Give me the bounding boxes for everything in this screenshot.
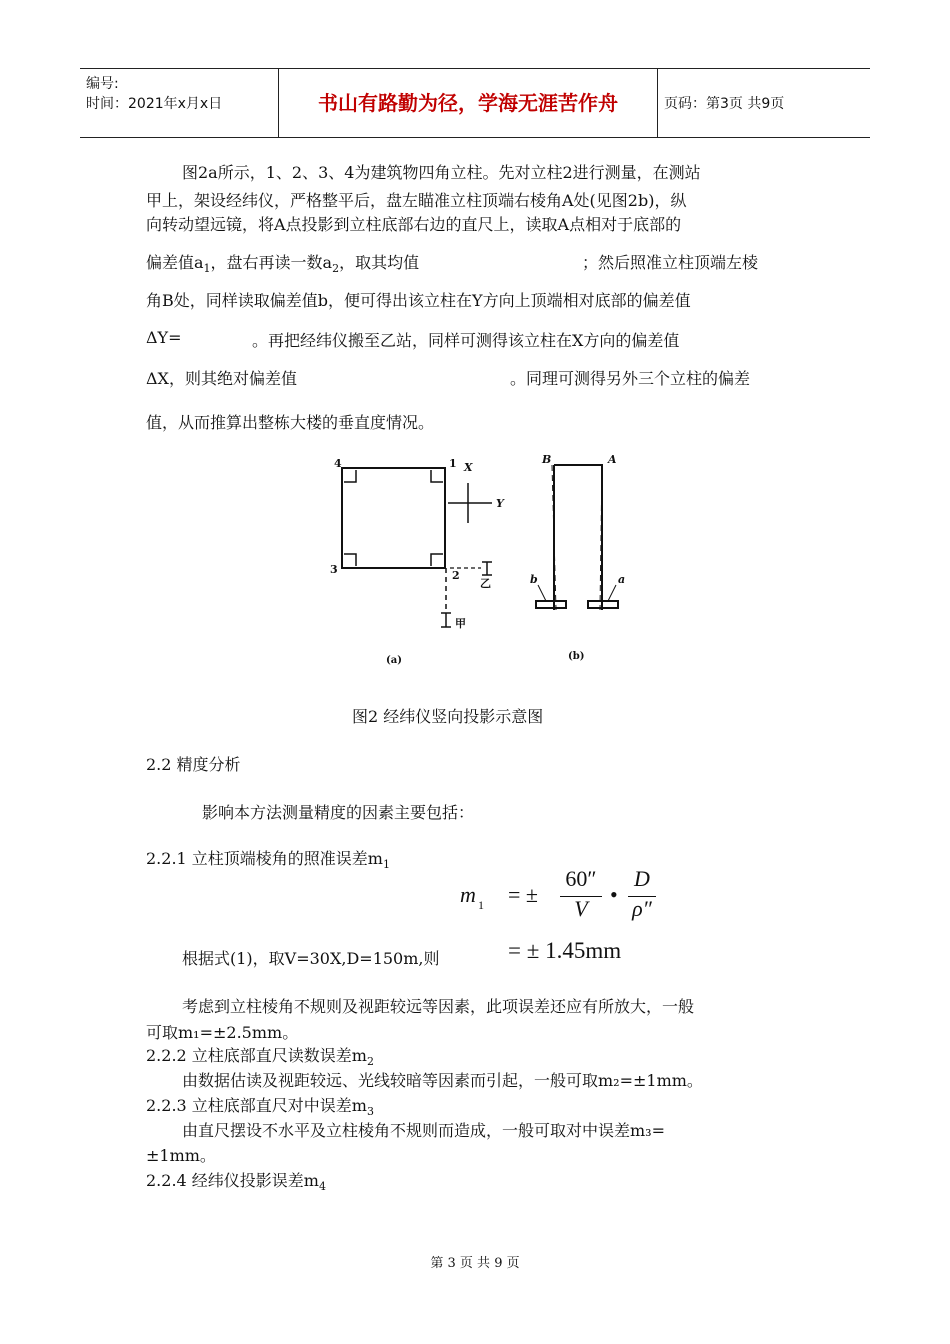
calc-text: 根据式(1)，取V=30X,D=150m,则 (182, 949, 440, 968)
label-y: Y (496, 497, 504, 510)
calc-result: = ± 1.45mm (508, 938, 622, 963)
label-x: X (464, 461, 473, 474)
subcaption-b: (b) (568, 651, 585, 662)
para1-line7a: ΔX，则其绝对偏差值 (146, 369, 297, 388)
figure-b (536, 465, 618, 610)
page-footer: 第 3 页 共 9 页 (430, 1256, 520, 1271)
column-outline (554, 465, 602, 610)
para-m1-line2: 可取m₁=±2.5mm。 (146, 1023, 299, 1042)
para1-line7b: 。同理可测得另外三个立柱的偏差 (510, 369, 751, 388)
para-m3-line1: 由直尺摆设不水平及立柱棱角不规则而造成，一般可取对中误差m₃= (182, 1121, 665, 1140)
figure-2 (300, 445, 660, 685)
para1-line6b: 。再把经纬仪搬至乙站，同样可测得该立柱在X方向的偏差值 (252, 331, 680, 350)
section-intro: 影响本方法测量精度的因素主要包括： (202, 803, 475, 822)
page-header (80, 68, 870, 138)
para-m2: 由数据估读及视距较远、光线较暗等因素而引起，一般可取m₂=±1mm。 (182, 1071, 703, 1090)
section-2-2-2-heading: 2.2.2 立柱底部直尺读数误差$m_2$ (146, 1046, 374, 1069)
section-2-2-3-heading: 2.2.3 立柱底部直尺对中误差$m_3$ (146, 1096, 374, 1119)
para-m1-line1: 考虑到立柱棱角不规则及视距较远等因素，此项误差还应有所放大，一般 (182, 997, 695, 1016)
para1-line4: 偏差值$a_1$，盘右再读一数$a_2$，取其均值 (146, 253, 420, 276)
label-jia: 甲 (455, 617, 466, 630)
para1-line3: 向转动望远镜，将A点投影到立柱底部右边的直尺上，读取A点相对于底部的 (146, 215, 682, 234)
header-motto: 书山有路勤为径，学海无涯苦作舟 (279, 69, 658, 137)
doc-number: 编号: (86, 76, 119, 92)
para1-line8: 值，从而推算出整栋大楼的垂直度情况。 (146, 413, 435, 432)
figure-caption: 图2 经纬仪竖向投影示意图 (352, 707, 544, 726)
label-yi: 乙 (480, 577, 491, 590)
ruler-left (536, 601, 566, 608)
building-plan (342, 468, 445, 568)
para-m3-line2: ±1mm。 (146, 1146, 216, 1165)
section-2-2-4-heading: 2.2.4 经纬仪投影误差$m_4$ (146, 1171, 326, 1194)
label-3: 3 (330, 563, 338, 576)
para1-line5: 角B处，同样读取偏差值b，便可得出该立柱在Y方向上顶端相对底部的偏差值 (146, 291, 691, 310)
subcaption-a: (a) (386, 655, 402, 666)
label-b-lower: b (530, 573, 538, 586)
doc-time: 时间：2021年x月x日 (86, 96, 223, 112)
para1-line4-end: ；然后照准立柱顶端左棱 (582, 253, 759, 272)
para1-line1: 图2a所示，1、2、3、4为建筑物四角立柱。先对立柱2进行测量，在测站 (182, 163, 701, 182)
label-4: 4 (334, 457, 342, 470)
label-b-upper: B (542, 453, 552, 466)
section-2-2-1-heading: 2.2.1 立柱顶端棱角的照准误差$m_1$ (146, 849, 390, 872)
para1-line2: 甲上，架设经纬仪，严格整平后，盘左瞄准立柱顶端右棱角A处(见图2b)，纵 (146, 191, 687, 210)
label-1: 1 (449, 457, 457, 470)
label-a-upper: A (608, 453, 617, 466)
section-2-2-heading: 2.2 精度分析 (146, 755, 241, 774)
header-page: 页码：第3页 共9页 (664, 96, 785, 112)
formula-m1: m 1 = ± 60″ V • D ρ″ (460, 866, 680, 926)
label-2: 2 (452, 569, 460, 582)
header-meta (80, 69, 279, 137)
label-a-lower: a (618, 573, 626, 586)
para1-line6a: ΔY= (146, 328, 182, 347)
figure-a (342, 468, 492, 627)
